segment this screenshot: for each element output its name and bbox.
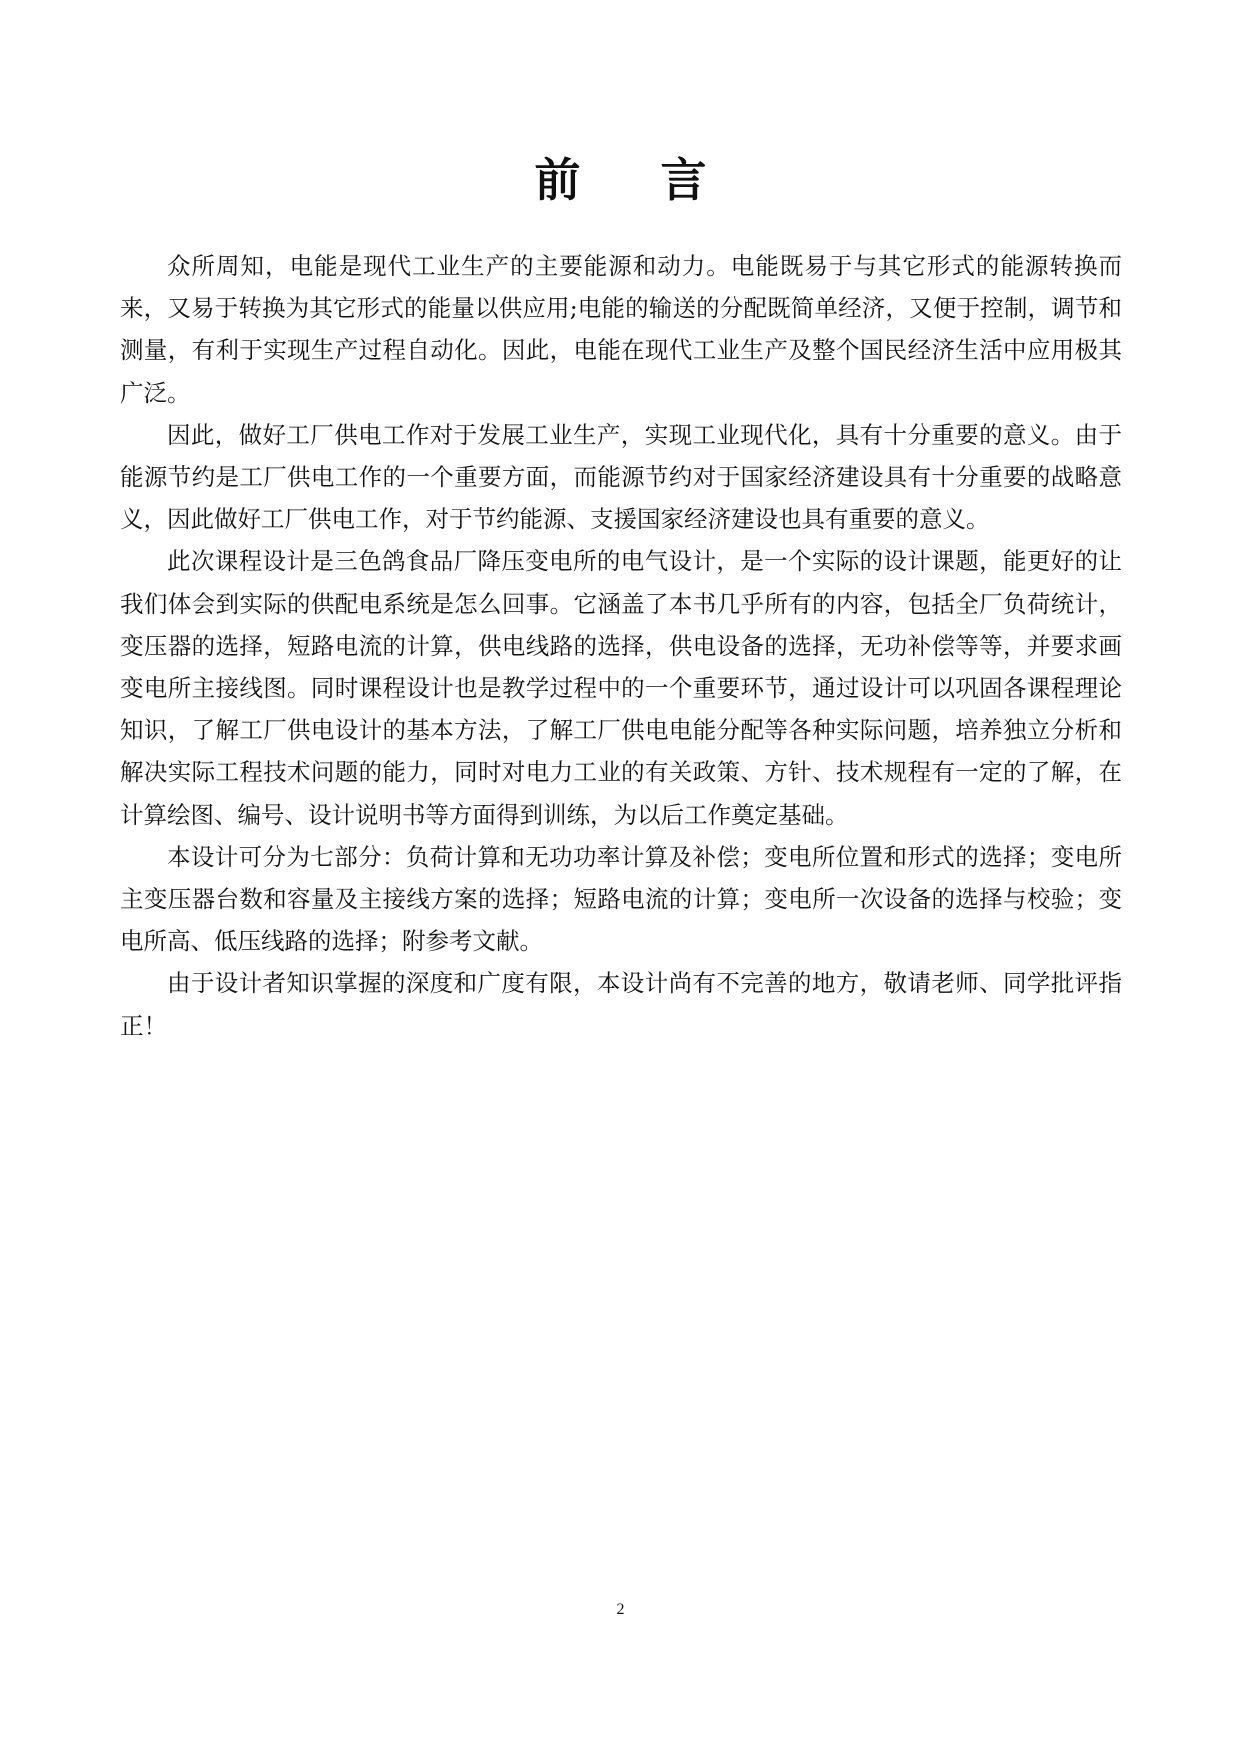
page-title: 前言 xyxy=(534,153,787,207)
document-body xyxy=(120,245,1122,1047)
paragraph-4: 本设计可分为七部分：负荷计算和无功功率计算及补偿；变电所位置和形式的选择；变电所主变压器台数和容量及主接线方案的选择；短路电流的计算；变电所一次设备的选择与校验；变电所高、低压线路的选择；附参考文献。 xyxy=(120,842,1122,956)
page-number: 2 xyxy=(616,1601,625,1618)
paragraph-3: 此次课程设计是三色鸽食品厂降压变电所的电气设计，是一个实际的设计课题，能更好的让我们体会到实际的供配电系统是怎么回事。它涵盖了本书几乎所有的内容，包括全厂负荷统计，变压器的选择，短路电流的计算，供电线路的选择，供电设备的选择，无功补偿等等，并要求画变电所主接线图。同时课程设计也是教学过程中的一个重要环节，通过设计可以巩固各课程理论知识，了解工厂供电设计的基本方法，了解工厂供电电能分配等各种实际问题，培养独立分析和解决实际工程技术问题的能力，同时对电力工业的有关政策、方针、技术规程有一定的了解，在计算绘图、编号、设计说明书等方面得到训练，为以后工作奠定基础。 xyxy=(120,547,1122,829)
paragraph-1: 众所周知，电能是现代工业生产的主要能源和动力。电能既易于与其它形式的能源转换而来，又易于转换为其它形式的能量以供应用;电能的输送的分配既简单经济，又便于控制，调节和测量，有利于实现生产过程自动化。因此，电能在现代工业生产及整个国民经济生活中应用极其广泛。 xyxy=(120,252,1122,407)
paragraph-5: 由于设计者知识掌握的深度和广度有限，本设计尚有不完善的地方，敬请老师、同学批评指正！ xyxy=(120,969,1122,1040)
paragraph-2: 因此，做好工厂供电工作对于发展工业生产，实现工业现代化，具有十分重要的意义。由于能源节约是工厂供电工作的一个重要方面，而能源节约对于国家经济建设具有十分重要的战略意义，因此做好工厂供电工作，对于节约能源、支援国家经济建设也具有重要的意义。 xyxy=(120,420,1122,534)
